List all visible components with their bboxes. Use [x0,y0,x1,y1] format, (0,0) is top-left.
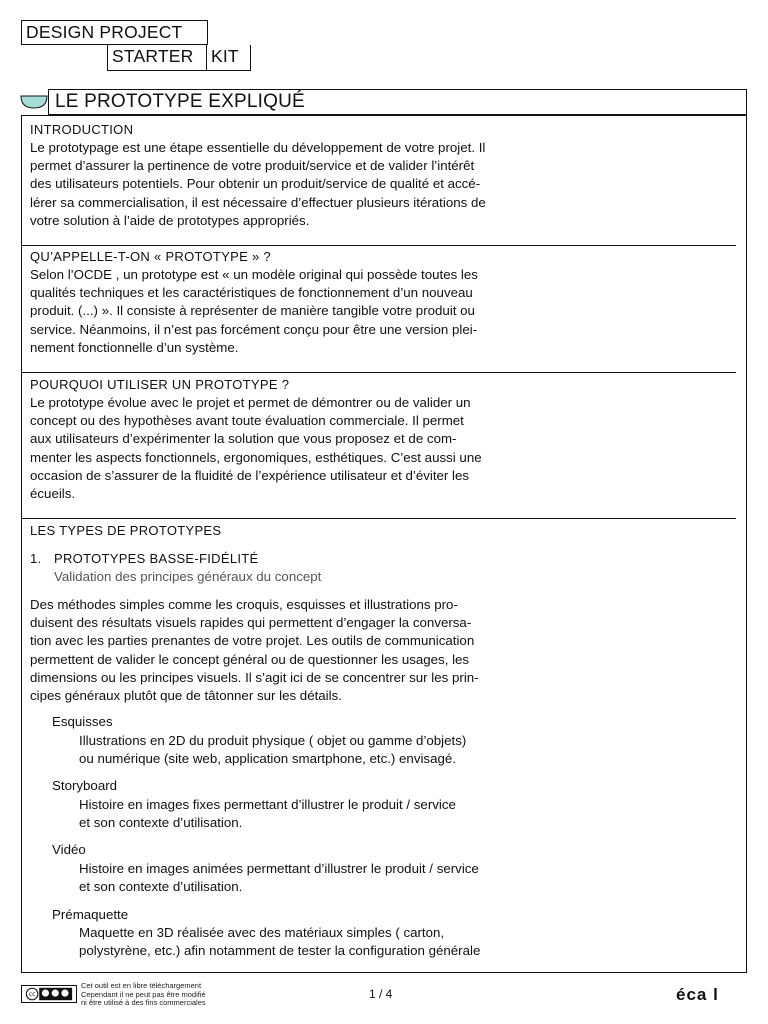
text-line: concept ou des hypothèses avant toute évaluation commerciale. Il permet [30,413,464,429]
text-line: aux utilisateurs d’expérimenter la solution que vous proposez et de com- [30,431,457,447]
definition-text [30,266,575,357]
intro-section [30,121,740,230]
text-line: Cet outil est en libre téléchargement [81,981,202,990]
type-label-storyboard: Storyboard [52,778,118,793]
type-desc-esquisses [79,732,579,768]
subsection-caption: Validation des principes généraux du concept [54,569,322,584]
footer [0,980,768,1020]
text-line: ou numérique (site web, application smartphone, etc.) envisagé. [79,751,456,767]
type-label-premaquette: Prémaquette [52,907,129,922]
kit-title-kit: KIT [206,45,251,71]
brand-logo: éca l [676,985,719,1004]
kit-title-starter: STARTER [107,45,208,71]
divider [22,245,736,246]
text-line: et son contexte d’utilisation. [79,815,243,831]
text-line: écueils. [30,486,76,502]
kit-title-design-project: DESIGN PROJECT [21,20,208,45]
content-frame [21,115,747,973]
type-desc-storyboard [79,796,579,832]
divider [22,518,736,519]
text-line: et son contexte d’utilisation. [79,879,243,895]
why-section [30,376,740,503]
text-line: permet d’assurer la pertinence de votre produit/service et de valider l’intérêt [30,158,475,174]
types-section-title [30,522,740,540]
type-desc-premaquette [79,924,579,960]
text-line: dimensions ou les principes visuels. Il s’agit ici de se concentrer sur les prin- [30,669,479,685]
text-line: menter les aspects fonctionnels, ergonomiques, esthétiques. C’est aussi une [30,449,482,465]
type-label-esquisses: Esquisses [52,714,113,729]
leaf-icon [20,95,48,109]
text-line: permettent de valider le concept général ou de questionner les usages, les [30,651,470,667]
text-line: Selon l’OCDE , un prototype est « un modèle original qui possède toutes les [30,267,478,282]
definition-section [30,248,740,357]
text-line: produit. (...) ». Il consiste à représenter de manière tangible votre produit ou [30,303,475,319]
subsection-label: PROTOTYPES BASSE-FIDÉLITÉ [54,551,259,566]
text-line: nement fonctionnelle d’un système. [30,339,239,355]
types-title: LES TYPES DE PROTOTYPES [30,523,222,538]
page-number: 1 / 4 [369,987,393,1001]
definition-title: QU’APPELLE-T-ON « PROTOTYPE » ? [30,249,271,264]
text-line: cipes généraux plutôt que de tâtonner sur les détails. [30,688,342,704]
text-line: ni être utilisé à des fins commerciales [81,998,206,1007]
text-line: service. Néanmoins, il n’est pas forcément conçu pour être une version plei- [30,321,478,337]
types-text [30,596,575,705]
text-line: Le prototypage est une étape essentielle du développement de votre projet. Il [30,140,486,155]
intro-title: INTRODUCTION [30,122,134,137]
text-line: votre solution à l’aide de prototypes appropriés. [30,212,310,228]
page-title: LE PROTOTYPE EXPLIQUÉ [48,89,747,115]
text-line: lérer sa commercialisation, il est nécessaire d’effectuer plusieurs itérations de [30,194,486,210]
subsection-number: 1. [30,551,42,566]
license-note [81,982,241,1008]
creative-commons-license-icon[interactable] [21,985,77,1003]
text-line: Maquette en 3D réalisée avec des matériaux simples ( carton, [79,925,445,940]
why-title: POURQUOI UTILISER UN PROTOTYPE ? [30,377,290,392]
type-desc-video [79,860,579,896]
text-line: Cependant il ne peut pas être modifié [81,989,206,999]
text-line: occasion de s’assurer de la fluidité de l’expérience utilisateur et d’éviter les [30,467,470,483]
text-line: Le prototype évolue avec le projet et permet de démontrer ou de valider un [30,395,471,410]
text-line: duisent des résultats visuels rapides qui permettent d’engager la conversa- [30,615,472,631]
intro-text [30,139,575,230]
text-line: des utilisateurs potentiels. Pour obtenir un produit/service de qualité et accé- [30,176,481,192]
text-line: Histoire en images animées permettant d’illustrer le produit / service [79,861,479,876]
text-line: qualités techniques et les caractéristiques de fonctionnement d’un nouveau [30,285,473,301]
subsection-title [30,550,258,568]
divider [22,372,736,373]
svg-text:cc: cc [28,991,36,999]
text-line: polystyrène, etc.) afin notamment de tester la configuration générale [79,943,481,959]
why-text [30,394,575,503]
text-line: Des méthodes simples comme les croquis, esquisses et illustrations pro- [30,597,458,612]
text-line: tion avec les parties prenantes de votre projet. Les outils de communication [30,633,475,649]
text-line: Histoire en images fixes permettant d’illustrer le produit / service [79,797,456,812]
type-label-video: Vidéo [52,842,86,857]
text-line: Illustrations en 2D du produit physique ( objet ou gamme d’objets) [79,733,467,748]
